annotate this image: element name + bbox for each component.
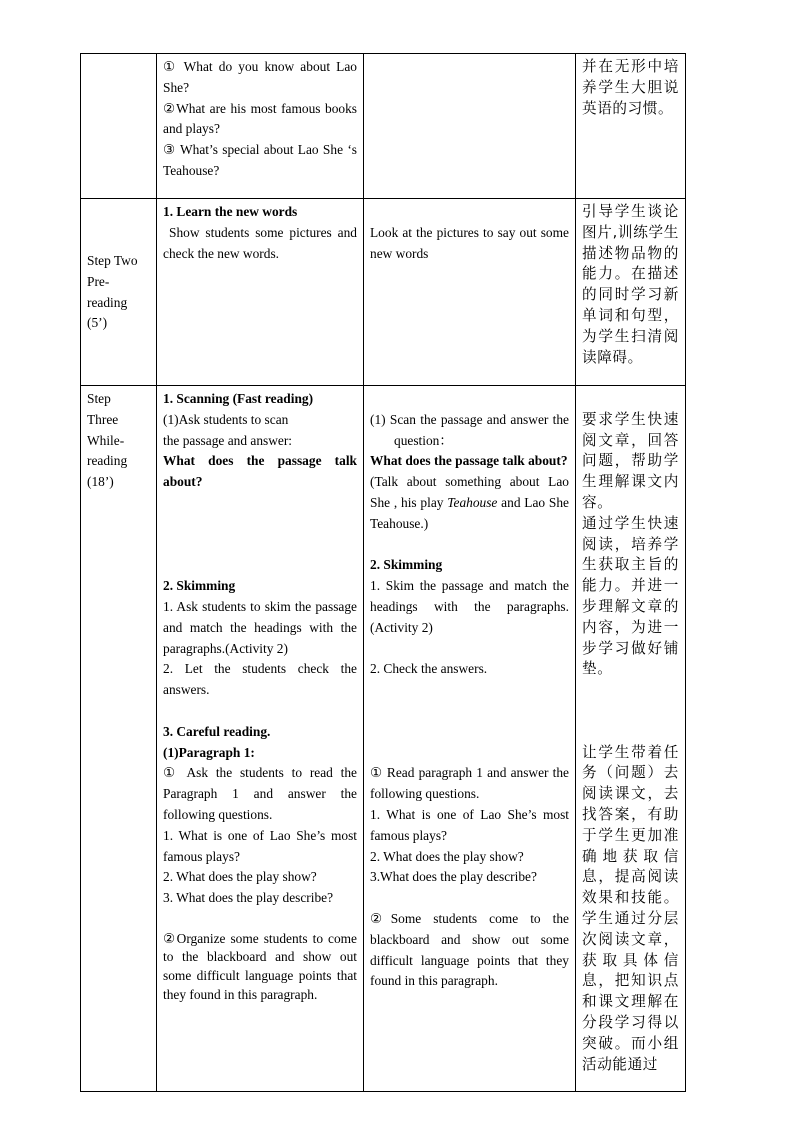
- activity-text: ②Some students come to the blackboard and show out some difficult language points that they found in this paragraph.: [370, 910, 569, 989]
- activity-text: 1. Skim the passage and match the headings with the paragraphs. (Activity 2): [370, 578, 569, 635]
- answer-text-part: and Lao She Teahouse.): [370, 494, 569, 531]
- step-label: reading: [87, 294, 128, 310]
- purpose-text: 要求学生快速阅文章，回答问题，帮助学生理解课文内容。: [582, 410, 679, 511]
- activity-heading: 2. Skimming: [370, 557, 443, 573]
- step-cell: [81, 386, 157, 1092]
- question-text: 2. What does the play show?: [370, 848, 524, 864]
- step-label: Three: [87, 411, 119, 427]
- play-title: Teahouse: [447, 494, 498, 510]
- step-time: (5’): [87, 315, 108, 331]
- student-activity-cell: [364, 54, 576, 199]
- question-text: What does the passage talk about?: [370, 453, 568, 469]
- question-text: 1. What is one of Lao She’s most famous plays?: [163, 827, 357, 864]
- step-label: Step Two: [87, 252, 138, 268]
- activity-heading: 2. Skimming: [163, 578, 236, 594]
- question-text: 3. What does the play describe?: [163, 890, 334, 906]
- teacher-activity-cell: [157, 199, 364, 386]
- activity-text: ① Read paragraph 1 and answer the following questions.: [370, 765, 569, 802]
- step-label: reading: [87, 453, 128, 469]
- purpose-text: 通过学生快速阅读，培养学生获取主旨的能力。并进一步理解文章的内容，为进一步学习做好铺垫。: [582, 514, 679, 678]
- purpose-cell: [576, 386, 686, 1092]
- activity-heading: 1. Scanning (Fast reading): [163, 391, 314, 406]
- teacher-activity-cell: [157, 54, 364, 199]
- purpose-text: 并在无形中培养学生大胆说英语的习惯。: [582, 58, 679, 117]
- step-label: Step: [87, 391, 111, 406]
- purpose-text: 让学生带着任务（问题）去阅读课文，去找答案，有助于学生更加准确地获取信息，提高阅读效果和技能。学生通过分层次阅读文章，获取具体信息，把知识点和课文理解在分段学习得以突破。而小组活动能通过: [582, 743, 679, 1073]
- activity-text: ① Ask the students to read the Paragraph 1 and answer the following questions.: [163, 765, 357, 822]
- step-time: (18’): [87, 474, 114, 490]
- step-cell: [81, 199, 157, 386]
- teacher-question-3: ③ What’s special about Lao She ‘s Teahouse?: [163, 142, 357, 178]
- activity-text: ②Organize some students to come to the blackboard and show out some difficult language points that they found in this paragraph.: [163, 930, 357, 1002]
- activity-text: 2. Check the answers.: [370, 661, 488, 677]
- answer-text: [370, 472, 569, 534]
- table-row: [81, 386, 686, 1092]
- question-text: 2. What does the play show?: [163, 869, 317, 885]
- activity-text: Show students some pictures and check the new words.: [163, 224, 357, 261]
- activity-subheading: (1)Paragraph 1:: [163, 744, 255, 760]
- activity-heading: 3. Careful reading.: [163, 723, 271, 739]
- teacher-question-1: ① What do you know about Lao She?: [163, 59, 357, 95]
- step-cell: [81, 54, 157, 199]
- activity-text: 2. Let the students check the answers.: [163, 661, 357, 698]
- purpose-cell: [576, 54, 686, 199]
- answer-text-part: (Talk about something about Lao She , his play: [370, 474, 569, 510]
- lesson-plan-table: [80, 53, 686, 1092]
- activity-text: the passage and answer:: [163, 432, 293, 448]
- table-row: [81, 199, 686, 386]
- purpose-cell: [576, 199, 686, 386]
- question-text: What does the passage talk about?: [163, 453, 357, 490]
- purpose-text: 引导学生谈论图片,训练学生描述物品物的能力。在描述的同时学习新单词和句型，为学生扫清阅读障碍。: [582, 203, 679, 366]
- step-label: While-: [87, 432, 125, 448]
- question-text: 1. What is one of Lao She’s most famous plays?: [370, 806, 569, 843]
- student-activity-cell: [364, 199, 576, 386]
- activity-text: (1)Ask students to scan: [163, 411, 289, 427]
- activity-text: (1) Scan the passage and answer the question：: [370, 411, 569, 448]
- step-label: Pre-: [87, 273, 110, 289]
- table-row: [81, 54, 686, 199]
- activity-text: 1. Ask students to skim the passage and match the headings with the paragraphs.(Activity 2): [163, 598, 357, 656]
- student-activity-cell: [364, 386, 576, 1092]
- question-text: 3.What does the play describe?: [370, 869, 537, 885]
- teacher-activity-cell: [157, 386, 364, 1092]
- teacher-question-2: ②What are his most famous books and plays?: [163, 100, 357, 137]
- activity-heading: 1. Learn the new words: [163, 204, 298, 219]
- activity-text: Look at the pictures to say out some new words: [370, 224, 569, 261]
